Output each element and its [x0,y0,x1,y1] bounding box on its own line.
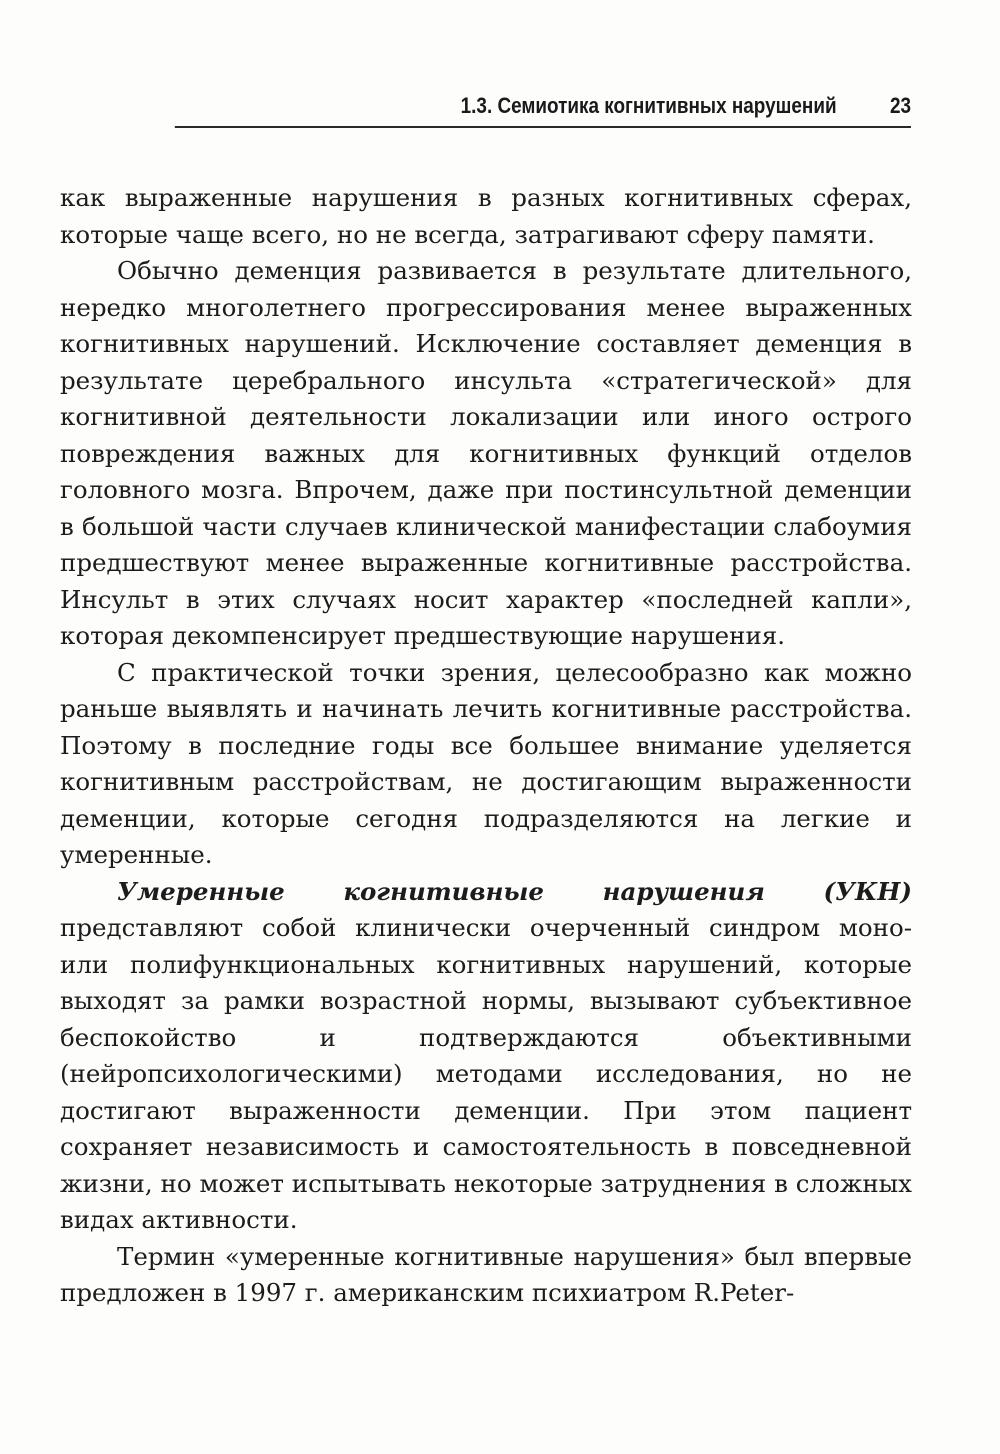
paragraph: С практической точки зрения, целесообразно как можно раньше выявлять и начинать лечить когнитивные расстройства. Поэтому в последние годы все большее внимание уделяется когнитивным расстройствам, не достигающим выраженности деменции, которые сегодня подразделяются на легкие и умеренные. [60,657,912,869]
paragraph-continuation: как выраженные нарушения в разных когнитивных сферах, которые чаще всего, но не всегда, затрагивают сферу памяти. [60,183,912,249]
body-text [60,180,912,1312]
definition-text: представляют собой клинически очерченный синдром моно- или полифункциональных когнитивных нарушений, которые выходят за рамки возрастной нормы, вызывают субъективное беспокойство и подтверждаются объективными (нейропсихологическими) методами исследования, но не достигают выраженности деменции. При этом пациент сохраняет независимость и самостоятельность в повседневной жизни, но может испытывать некоторые затруднения в сложных видах активности. [60,913,912,1234]
section-title: 1.3. Семиотика когнитивных нарушений [460,93,837,118]
paragraph: Термин «умеренные когнитивные нарушения» был впервые предложен в 1997 г. американским психиатром R.Peter- [60,1241,912,1307]
paragraph-definition [60,874,912,1239]
page-number: 23 [889,93,911,118]
running-header [175,86,911,128]
term-emphasis: Умеренные когнитивные нарушения (УКН) [117,876,912,906]
paragraph: Обычно деменция развивается в результате длительного, нередко многолетнего прогрессирования менее выраженных когнитивных нарушений. Исключение составляет деменция в результате церебрального инсульта «стратегической» для когнитивной деятельности локализации или иного острого повреждения важных для когнитивных функций отделов головного мозга. Впрочем, даже при постинсультной деменции в большой части случаев клинической манифестации слабоумия предшествуют менее выраженные когнитивные расстройства. Инсульт в этих случаях носит характер «последней капли», которая декомпенсирует предшествующие нарушения. [60,256,912,650]
